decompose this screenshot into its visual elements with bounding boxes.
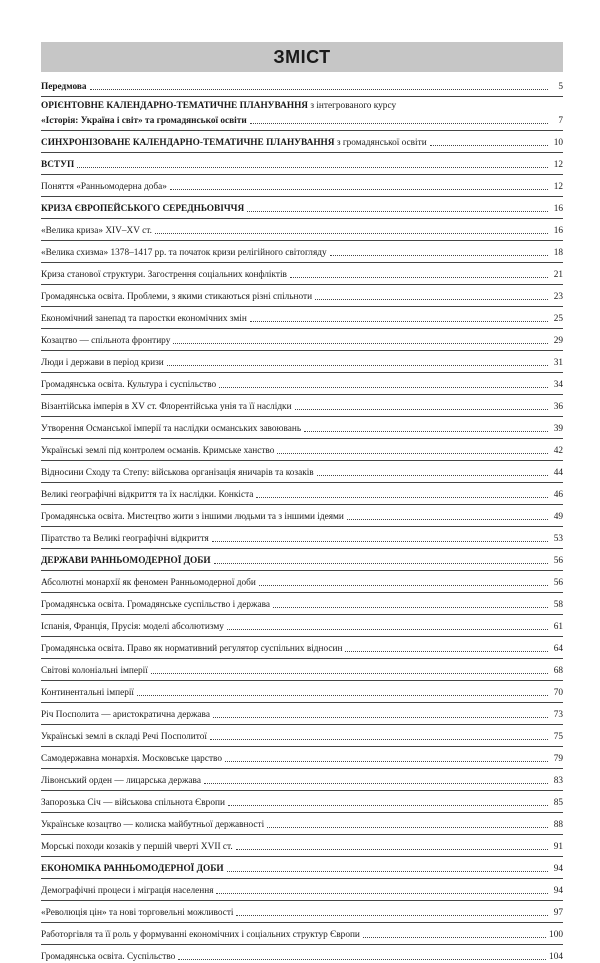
- dot-leader: [267, 826, 548, 828]
- toc-entry-sync-plan[interactable]: СИНХРОНІЗОВАНЕ КАЛЕНДАРНО-ТЕМАТИЧНЕ ПЛАНУВАННЯ з громадянської освіти 10: [41, 138, 563, 148]
- toc-entry[interactable]: [41, 530, 563, 545]
- toc-entry[interactable]: [41, 750, 563, 765]
- toc-entry-page: 88: [553, 820, 563, 830]
- toc-entry-label: Демографічні процеси і міграція населення: [41, 886, 214, 896]
- divider: [41, 680, 563, 681]
- toc-entry[interactable]: [41, 706, 563, 721]
- crisis-items-list: [41, 222, 563, 545]
- divider: [41, 218, 563, 219]
- toc-entry[interactable]: [41, 442, 563, 457]
- divider: [41, 460, 563, 461]
- toc-entry-page: 42: [553, 446, 563, 456]
- toc-entry-label: Піратство та Великі географічні відкриття: [41, 534, 209, 544]
- toc-entry-label: Світові колоніальні імперії: [41, 666, 148, 676]
- divider: [41, 768, 563, 769]
- toc-entry-label: Козацтво — спільнота фронтиру: [41, 336, 171, 346]
- toc-entry-label: Криза станової структури. Загострення соціальних конфліктів: [41, 270, 287, 280]
- toc-entry-orientation-plan[interactable]: ОРІЄНТОВНЕ КАЛЕНДАРНО-ТЕМАТИЧНЕ ПЛАНУВАННЯ з інтегрованого курсу «Історія: Україна і світ» та громадянської освіти 7: [41, 101, 563, 126]
- dot-leader: [151, 672, 548, 674]
- toc-entry-page: 34: [553, 380, 563, 390]
- toc-entry[interactable]: [41, 332, 563, 347]
- toc-entry-page: 85: [553, 798, 563, 808]
- toc-entry[interactable]: [41, 376, 563, 391]
- toc-section-crisis[interactable]: КРИЗА ЄВРОПЕЙСЬКОГО СЕРЕДНЬОВІЧЧЯ 16: [41, 204, 563, 214]
- toc-entry-page: 61: [553, 622, 563, 632]
- toc-entry-page: 18: [553, 248, 563, 258]
- dot-leader: [212, 540, 548, 542]
- toc-entry-page: 21: [553, 270, 563, 280]
- divider: [41, 152, 563, 153]
- toc-entry-label: Громадянська освіта. Суспільство: [41, 952, 176, 962]
- toc-entry-label: Українські землі в складі Речі Посполитої: [41, 732, 207, 742]
- toc-entry[interactable]: [41, 882, 563, 897]
- toc-entry-page: 73: [553, 710, 563, 720]
- divider: [41, 614, 563, 615]
- toc-entry[interactable]: [41, 640, 563, 655]
- dot-leader: [345, 650, 548, 652]
- toc-entry-page: 29: [553, 336, 563, 346]
- toc-entry-page: 104: [549, 952, 563, 962]
- toc-entry-page: 56: [553, 578, 563, 588]
- toc-entry-page: 44: [553, 468, 563, 478]
- toc-entry-label: Економічний занепад та паростки економічних змін: [41, 314, 247, 324]
- toc-entry-label: «Велика схизма» 1378–1417 рр. та початок кризи релігійного світогляду: [41, 248, 327, 258]
- dot-leader: [216, 892, 548, 894]
- toc-entry-label: Громадянська освіта. Мистецтво жити з іншими людьми та з іншими ідеями: [41, 512, 344, 522]
- divider: [41, 636, 563, 637]
- toc-entry-label: Утворення Османської імперії та наслідки османських завоювань: [41, 424, 302, 434]
- toc-entry[interactable]: [41, 618, 563, 633]
- toc-entry-page: 83: [553, 776, 563, 786]
- toc-entry-page: 23: [553, 292, 563, 302]
- dot-leader: [170, 188, 548, 190]
- toc-entry-label: Українські землі під контролем османів. Кримське ханство: [41, 446, 275, 456]
- divider: [41, 482, 563, 483]
- toc-entry-label: Запорозька Січ — військова спільнота Європи: [41, 798, 225, 808]
- divider: [41, 944, 563, 945]
- dot-leader: [273, 606, 548, 608]
- toc-entry[interactable]: [41, 574, 563, 589]
- toc-entry-label: Громадянська освіта. Культура і суспільство: [41, 380, 217, 390]
- dot-leader: [304, 430, 548, 432]
- dot-leader: [250, 320, 548, 322]
- divider: [41, 724, 563, 725]
- dot-leader: [315, 298, 548, 300]
- toc-entry-page: 39: [553, 424, 563, 434]
- dot-leader: [236, 848, 548, 850]
- dot-leader: [219, 386, 548, 388]
- toc-entry-label: Морські походи козаків у першій чверті XVII ст.: [41, 842, 233, 852]
- toc-entry[interactable]: [41, 508, 563, 523]
- toc-entry[interactable]: [41, 266, 563, 281]
- toc-entry[interactable]: [41, 464, 563, 479]
- toc-entry[interactable]: [41, 684, 563, 699]
- toc-entry[interactable]: [41, 222, 563, 237]
- toc-entry-label: Громадянська освіта. Право як нормативний регулятор суспільних відносин: [41, 644, 343, 654]
- toc-entry-page: 64: [553, 644, 563, 654]
- toc-entry[interactable]: [41, 794, 563, 809]
- toc-entry[interactable]: [41, 772, 563, 787]
- divider: [41, 284, 563, 285]
- toc-entry-label: Громадянська освіта. Громадянське суспільство і держава: [41, 600, 270, 610]
- toc-entry-page: 79: [553, 754, 563, 764]
- toc-entry-page: 100: [549, 930, 563, 940]
- dot-leader: [137, 694, 548, 696]
- toc-entry[interactable]: [41, 420, 563, 435]
- divider: [41, 570, 563, 571]
- divider: [41, 372, 563, 373]
- dot-leader: [363, 936, 546, 938]
- toc-entry[interactable]: [41, 596, 563, 611]
- dot-leader: [228, 804, 548, 806]
- toc-entry[interactable]: [41, 904, 563, 919]
- toc-entry[interactable]: [41, 926, 563, 941]
- divider: [41, 834, 563, 835]
- dot-leader: [277, 452, 548, 454]
- toc-entry-page: 68: [553, 666, 563, 676]
- toc-entry-label: Лівонський орден — лицарська держава: [41, 776, 201, 786]
- divider: [41, 702, 563, 703]
- toc-entry[interactable]: [41, 728, 563, 743]
- toc-entry-label: «Велика криза» XIV–XV ст.: [41, 226, 152, 236]
- toc-section-economy[interactable]: ЕКОНОМІКА РАННЬОМОДЕРНОЇ ДОБИ 94: [41, 864, 563, 874]
- toc-title: ЗМІСТ: [273, 46, 331, 67]
- toc-entry-label: Самодержавна монархія. Московське царство: [41, 754, 222, 764]
- toc-entry[interactable]: [41, 662, 563, 677]
- dot-leader: [295, 408, 548, 410]
- toc-entry-label: Річ Посполита — аристократична держава: [41, 710, 210, 720]
- divider: [41, 240, 563, 241]
- dot-leader: [210, 738, 548, 740]
- divider: [41, 394, 563, 395]
- toc-title-bar: [41, 42, 563, 72]
- dot-leader: [317, 474, 548, 476]
- toc-entry-page: 75: [553, 732, 563, 742]
- divider: [41, 790, 563, 791]
- divider: [41, 922, 563, 923]
- toc-entry-preface[interactable]: Передмова 5: [41, 82, 563, 92]
- toc-entry[interactable]: [41, 398, 563, 413]
- toc-entry-page: 16: [553, 226, 563, 236]
- toc-entry-page: 31: [553, 358, 563, 368]
- toc-entry[interactable]: [41, 178, 563, 193]
- divider: [41, 130, 563, 131]
- toc-entry-label: Люди і держави в період кризи: [41, 358, 164, 368]
- toc-entry[interactable]: [41, 354, 563, 369]
- dot-leader: [155, 232, 548, 234]
- toc-entry-page: 36: [553, 402, 563, 412]
- divider: [41, 262, 563, 263]
- divider: [41, 196, 563, 197]
- divider: [41, 548, 563, 549]
- dot-leader: [167, 364, 548, 366]
- table-of-contents: [41, 78, 563, 963]
- toc-entry[interactable]: [41, 244, 563, 259]
- economy-items-list: [41, 882, 563, 963]
- divider: [41, 306, 563, 307]
- toc-entry-page: 70: [553, 688, 563, 698]
- dot-leader: [204, 782, 548, 784]
- toc-entry-page: 46: [553, 490, 563, 500]
- divider: [41, 900, 563, 901]
- toc-entry-page: 12: [553, 182, 563, 192]
- divider: [41, 438, 563, 439]
- toc-entry-label: Поняття «Ранньомодерна доба»: [41, 182, 167, 192]
- toc-entry-page: 91: [553, 842, 563, 852]
- dot-leader: [290, 276, 548, 278]
- divider: [41, 174, 563, 175]
- divider: [41, 416, 563, 417]
- toc-entry-label: Візантійська імперія в XV ст. Флорентійська унія та її наслідки: [41, 402, 292, 412]
- toc-entry-page: 58: [553, 600, 563, 610]
- toc-entry-page: 25: [553, 314, 563, 324]
- toc-entry-label: Громадянська освіта. Проблеми, з якими стикаються різні спільноти: [41, 292, 313, 302]
- divider: [41, 328, 563, 329]
- states-items-list: [41, 574, 563, 853]
- toc-entry[interactable]: [41, 486, 563, 501]
- divider: [41, 504, 563, 505]
- divider: [41, 526, 563, 527]
- divider: [41, 746, 563, 747]
- dot-leader: [178, 958, 546, 960]
- dot-leader: [227, 628, 548, 630]
- dot-leader: [173, 342, 548, 344]
- toc-entry-label: Абсолютні монархії як феномен Ранньомодерної доби: [41, 578, 256, 588]
- toc-entry-page: 49: [553, 512, 563, 522]
- toc-entry-page: 97: [553, 908, 563, 918]
- toc-section-intro[interactable]: ВСТУП 12: [41, 160, 563, 170]
- divider: [41, 350, 563, 351]
- toc-entry-label: Континентальні імперії: [41, 688, 135, 698]
- toc-section-states[interactable]: ДЕРЖАВИ РАННЬОМОДЕРНОЇ ДОБИ 56: [41, 556, 563, 566]
- divider: [41, 878, 563, 879]
- toc-entry[interactable]: [41, 838, 563, 853]
- dot-leader: [347, 518, 548, 520]
- toc-entry-label: Іспанія, Франція, Прусія: моделі абсолютизму: [41, 622, 224, 632]
- dot-leader: [213, 716, 548, 718]
- toc-entry-label: Великі географічні відкриття та їх наслідки. Конкіста: [41, 490, 254, 500]
- toc-entry-label: Українське козацтво — колиска майбутньої державності: [41, 820, 265, 830]
- dot-leader: [259, 584, 548, 586]
- toc-entry-page: 53: [553, 534, 563, 544]
- divider: [41, 592, 563, 593]
- toc-entry[interactable]: [41, 310, 563, 325]
- intro-items-list: [41, 178, 563, 193]
- toc-entry-label: Відносини Сходу та Степу: військова організація яничарів та козаків: [41, 468, 314, 478]
- toc-entry-label: «Революція цін» та нові торговельні можливості: [41, 908, 234, 918]
- divider: [41, 658, 563, 659]
- dot-leader: [256, 496, 548, 498]
- dot-leader: [225, 760, 548, 762]
- toc-entry[interactable]: [41, 288, 563, 303]
- toc-entry-label: Работоргівля та її роль у формуванні економічних і соціальних структур Європи: [41, 930, 360, 940]
- divider: [41, 812, 563, 813]
- toc-entry[interactable]: [41, 816, 563, 831]
- divider: [41, 856, 563, 857]
- toc-entry-page: 94: [553, 886, 563, 896]
- dot-leader: [330, 254, 548, 256]
- divider: [41, 96, 563, 97]
- toc-entry[interactable]: [41, 948, 563, 963]
- dot-leader: [236, 914, 548, 916]
